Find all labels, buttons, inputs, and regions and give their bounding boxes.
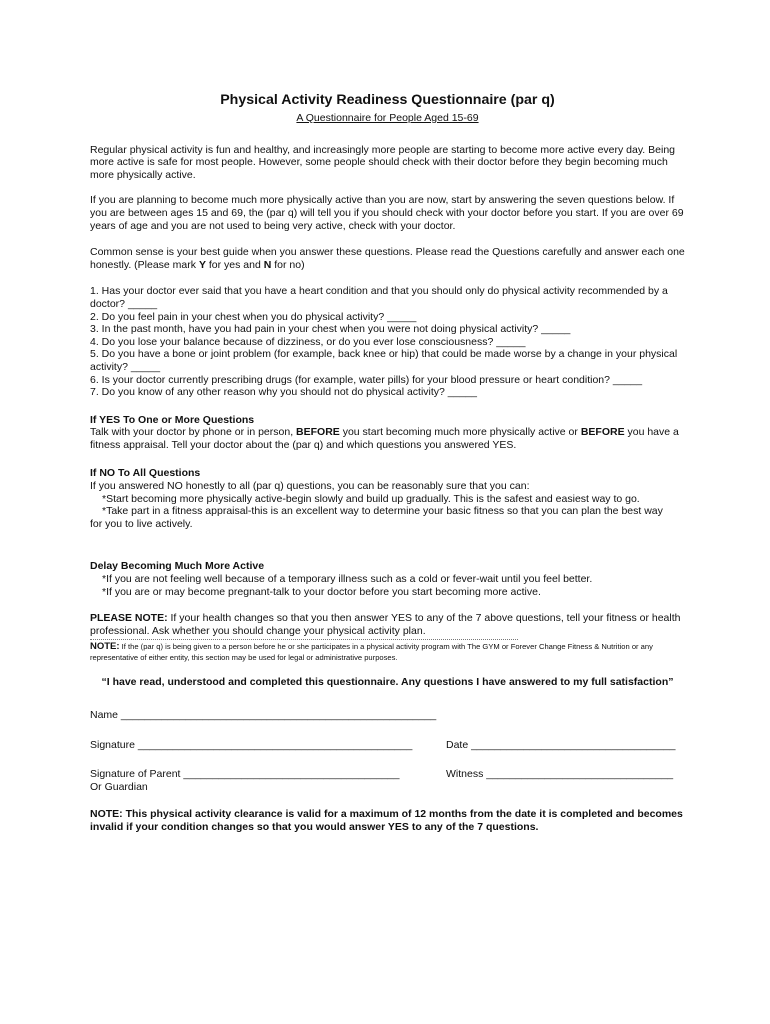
section-text-part: you have a fitness appraisal. Tell your doctor about the (par q) and which questions you answered YES. <box>90 426 679 451</box>
question-item[interactable]: 1. Has your doctor ever said that you have a heart condition and that you should only do physical activity recommended by a doctor? _____ <box>90 285 668 310</box>
parent-signature-block <box>90 768 446 793</box>
legal-note-text: If the (par q) is being given to a person before he or she participates in a physical activity program with The GYM or Forever Change Fitness & Nutrition or any representative of either entity, this section may be used for legal or administrative purposes. <box>90 642 653 663</box>
instructions-text: Common sense is your best guide when you answer these questions. Please read the Questions carefully and answer each one honestly. (Please mark <box>90 246 685 271</box>
signature-field[interactable]: Signature _______________________________________________ <box>90 738 413 751</box>
final-note: NOTE: This physical activity clearance is valid for a maximum of 12 months from the date it is completed and becomes invalid if your condition changes so that you would answer YES to any of the 7 questions. <box>90 808 683 833</box>
acknowledgement-statement: “I have read, understood and completed this questionnaire. Any questions I have answered to my full satisfaction” <box>101 676 674 689</box>
legal-note <box>90 641 685 663</box>
signature-row <box>90 739 685 752</box>
instructions-text: for yes and <box>205 258 264 271</box>
section-heading: If YES To One or More Questions <box>90 413 255 426</box>
bullet-item: *If you are or may become pregnant-talk to your doctor before you start becoming more active. <box>102 585 541 598</box>
instructions-text: for no) <box>271 258 305 271</box>
question-list <box>90 285 685 398</box>
parent-signature-field[interactable]: Signature of Parent _____________________________________ <box>90 768 400 781</box>
before-emphasis: BEFORE <box>580 426 625 439</box>
yes-mark: Y <box>198 258 206 271</box>
section-text <box>90 426 685 451</box>
section-text-part: you start becoming much more physically active or <box>339 426 581 439</box>
question-item[interactable]: 5. Do you have a bone or joint problem (for example, back knee or hip) that could be made worse by a change in your physical activity? _____ <box>90 348 678 373</box>
no-mark: N <box>263 258 272 271</box>
instructions-paragraph <box>90 246 685 271</box>
question-item[interactable]: 6. Is your doctor currently prescribing drugs (for example, water pills) for your blood pressure or heart condition? _____ <box>90 373 643 386</box>
bullet-item: *Take part in a fitness appraisal-this is an excellent way to determine your basic fitness so that you can plan the best way <box>102 505 663 518</box>
section-text: for you to live actively. <box>90 517 193 530</box>
guardian-label: Or Guardian <box>90 780 148 793</box>
date-field[interactable]: Date ___________________________________ <box>446 738 676 751</box>
if-yes-section <box>90 414 685 452</box>
bullet-item: *Start becoming more physically active-begin slowly and build up gradually. This is the safest and easiest way to go. <box>102 492 640 505</box>
section-text: If you answered NO honestly to all (par q) questions, you can be reasonably sure that you can: <box>90 480 530 493</box>
dotted-divider <box>90 639 518 640</box>
please-note <box>90 612 685 637</box>
page-title: Physical Activity Readiness Questionnaire (par q) <box>220 92 555 108</box>
intro-paragraph: If you are planning to become much more physically active than you are now, start by answering the seven questions below. If you are between ages 15 and 69, the (par q) will tell you if you should check with your doctor before you start. If you are over 69 years of age and you are not used to being very active, check with your doctor. <box>90 194 684 232</box>
question-item[interactable]: 4. Do you lose your balance because of dizziness, or do you ever lose consciousness? _____ <box>90 335 526 348</box>
question-item[interactable]: 7. Do you know of any other reason why you should not do physical activity? _____ <box>90 386 477 399</box>
question-item[interactable]: 3. In the past month, have you had pain in your chest when you were not doing physical activity? _____ <box>90 323 571 336</box>
name-row <box>90 709 685 722</box>
bullet-item: *If you are not feeling well because of a temporary illness such as a cold or fever-wait until you feel better. <box>102 573 593 586</box>
legal-note-label: NOTE: <box>90 641 120 653</box>
section-heading: If NO To All Questions <box>90 467 201 480</box>
section-text-part: Talk with your doctor by phone or in person, <box>90 426 297 439</box>
before-emphasis: BEFORE <box>296 426 340 439</box>
delay-section <box>90 560 685 598</box>
parent-signature-row <box>90 768 685 793</box>
section-heading: Delay Becoming Much More Active <box>90 560 265 573</box>
please-note-text: If your health changes so that you then answer YES to any of the 7 above questions, tell your fitness or health professional. Ask whether you should change your physical activity plan. <box>90 612 681 637</box>
name-field[interactable]: Name ______________________________________________________ <box>90 709 437 721</box>
witness-field[interactable]: Witness ________________________________ <box>446 768 674 781</box>
page-subtitle: A Questionnaire for People Aged 15-69 <box>296 112 479 124</box>
question-item[interactable]: 2. Do you feel pain in your chest when you do physical activity? _____ <box>90 310 417 323</box>
intro-paragraph: Regular physical activity is fun and healthy, and increasingly more people are starting to become more active every day. Being more active is safe for most people. However, some people should check with their doctor before they begin becoming much more physically active. <box>90 143 676 181</box>
please-note-label: PLEASE NOTE: <box>90 612 168 625</box>
if-no-section <box>90 467 685 530</box>
